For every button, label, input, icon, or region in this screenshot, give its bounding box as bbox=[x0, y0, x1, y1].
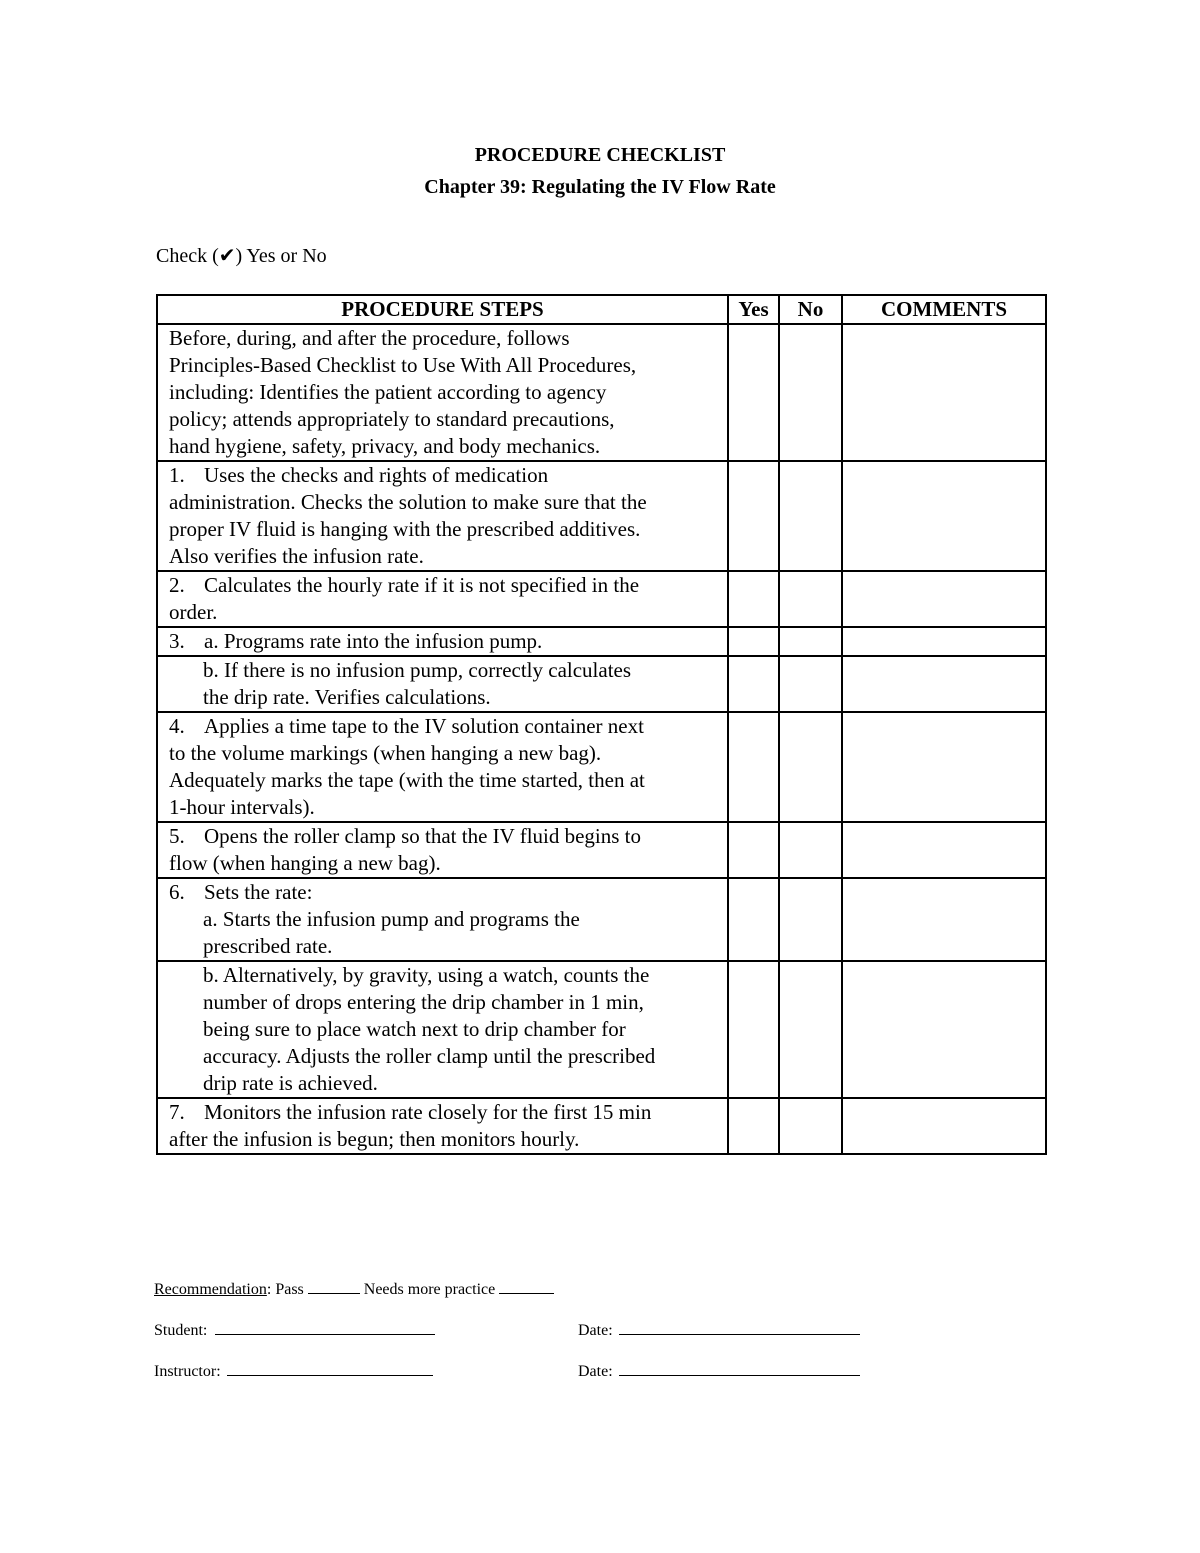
step-line bbox=[169, 1043, 723, 1070]
table-row bbox=[157, 712, 1046, 822]
step-text: Sets the rate: bbox=[204, 880, 313, 904]
step-number: 3. bbox=[169, 629, 185, 653]
step-line bbox=[169, 713, 723, 740]
step-line bbox=[169, 489, 723, 516]
instructor-date-label: Date: bbox=[578, 1363, 613, 1380]
table-row bbox=[157, 822, 1046, 878]
table-row bbox=[157, 878, 1046, 961]
step-text: including: Identifies the patient according to agency bbox=[169, 380, 607, 404]
step-text: hand hygiene, safety, privacy, and body mechanics. bbox=[169, 434, 601, 458]
needs-practice-blank[interactable] bbox=[499, 1281, 554, 1294]
step-text: drip rate is achieved. bbox=[203, 1071, 378, 1095]
needs-practice-label: Needs more practice bbox=[363, 1281, 496, 1298]
comments-cell[interactable] bbox=[842, 656, 1046, 712]
step-text: a. Programs rate into the infusion pump. bbox=[204, 629, 543, 653]
recommendation-label: Recommendation bbox=[154, 1281, 267, 1298]
instructor-blank[interactable] bbox=[227, 1363, 433, 1376]
comments-cell[interactable] bbox=[842, 712, 1046, 822]
no-checkbox-cell[interactable] bbox=[779, 571, 842, 627]
procedure-step-cell bbox=[157, 878, 728, 961]
no-checkbox-cell[interactable] bbox=[779, 961, 842, 1098]
no-checkbox-cell[interactable] bbox=[779, 1098, 842, 1154]
no-checkbox-cell[interactable] bbox=[779, 627, 842, 656]
step-text: Adequately marks the tape (with the time started, then at bbox=[169, 768, 645, 792]
step-line bbox=[169, 628, 723, 655]
no-checkbox-cell[interactable] bbox=[779, 656, 842, 712]
step-text: a. Starts the infusion pump and programs the bbox=[203, 907, 580, 931]
step-text: 1-hour intervals). bbox=[169, 795, 315, 819]
step-number: 2. bbox=[169, 573, 185, 597]
table-row bbox=[157, 627, 1046, 656]
step-number: 1. bbox=[169, 463, 185, 487]
step-text: the drip rate. Verifies calculations. bbox=[203, 685, 491, 709]
step-line bbox=[169, 657, 723, 684]
step-text: flow (when hanging a new bag). bbox=[169, 851, 441, 875]
step-text: order. bbox=[169, 600, 218, 624]
step-line bbox=[169, 516, 723, 543]
step-text: number of drops entering the drip chamber in 1 min, bbox=[203, 990, 644, 1014]
yes-checkbox-cell[interactable] bbox=[728, 961, 779, 1098]
step-line bbox=[169, 1070, 723, 1097]
header-no: No bbox=[779, 295, 842, 324]
check-instruction: Check (✔) Yes or No bbox=[156, 245, 327, 267]
yes-checkbox-cell[interactable] bbox=[728, 1098, 779, 1154]
step-text: Calculates the hourly rate if it is not specified in the bbox=[204, 573, 640, 597]
step-line bbox=[169, 933, 723, 960]
yes-checkbox-cell[interactable] bbox=[728, 878, 779, 961]
table-row bbox=[157, 571, 1046, 627]
comments-cell[interactable] bbox=[842, 878, 1046, 961]
yes-checkbox-cell[interactable] bbox=[728, 822, 779, 878]
step-text: Before, during, and after the procedure, follows bbox=[169, 326, 570, 350]
chapter-subtitle: Chapter 39: Regulating the IV Flow Rate bbox=[424, 176, 776, 198]
step-line bbox=[169, 406, 723, 433]
step-line bbox=[169, 379, 723, 406]
procedure-checklist-table bbox=[156, 294, 1047, 1155]
step-text: Applies a time tape to the IV solution container next bbox=[204, 714, 644, 738]
step-line bbox=[169, 767, 723, 794]
procedure-step-cell bbox=[157, 461, 728, 571]
student-date-line bbox=[578, 1322, 860, 1340]
procedure-step-cell bbox=[157, 1098, 728, 1154]
checklist-body bbox=[157, 324, 1046, 1154]
step-line bbox=[169, 879, 723, 906]
step-text: after the infusion is begun; then monitors hourly. bbox=[169, 1127, 580, 1151]
pass-label: Pass bbox=[275, 1281, 304, 1298]
step-text: being sure to place watch next to drip chamber for bbox=[203, 1017, 626, 1041]
student-date-label: Date: bbox=[578, 1322, 613, 1339]
procedure-step-cell bbox=[157, 656, 728, 712]
yes-checkbox-cell[interactable] bbox=[728, 461, 779, 571]
step-line bbox=[169, 433, 723, 460]
step-line bbox=[169, 1099, 723, 1126]
yes-checkbox-cell[interactable] bbox=[728, 656, 779, 712]
student-label: Student: bbox=[154, 1322, 208, 1339]
step-line bbox=[169, 906, 723, 933]
yes-checkbox-cell[interactable] bbox=[728, 324, 779, 461]
comments-cell[interactable] bbox=[842, 1098, 1046, 1154]
step-line bbox=[169, 1126, 723, 1153]
step-text: prescribed rate. bbox=[203, 934, 333, 958]
no-checkbox-cell[interactable] bbox=[779, 712, 842, 822]
step-line bbox=[169, 962, 723, 989]
no-checkbox-cell[interactable] bbox=[779, 461, 842, 571]
step-line bbox=[169, 794, 723, 821]
step-line bbox=[169, 740, 723, 767]
step-line bbox=[169, 1016, 723, 1043]
table-header-row bbox=[157, 295, 1046, 324]
step-line bbox=[169, 989, 723, 1016]
table-row bbox=[157, 324, 1046, 461]
step-line bbox=[169, 462, 723, 489]
step-number: 4. bbox=[169, 714, 185, 738]
table-row bbox=[157, 656, 1046, 712]
yes-checkbox-cell[interactable] bbox=[728, 571, 779, 627]
table-row bbox=[157, 461, 1046, 571]
student-blank[interactable] bbox=[215, 1322, 435, 1335]
step-text: Principles-Based Checklist to Use With All Procedures, bbox=[169, 353, 637, 377]
procedure-step-cell bbox=[157, 961, 728, 1098]
instructor-label: Instructor: bbox=[154, 1363, 221, 1380]
procedure-step-cell bbox=[157, 712, 728, 822]
step-line bbox=[169, 572, 723, 599]
table-row bbox=[157, 961, 1046, 1098]
student-date-blank[interactable] bbox=[619, 1322, 860, 1335]
comments-cell[interactable] bbox=[842, 324, 1046, 461]
step-line bbox=[169, 325, 723, 352]
step-line bbox=[169, 850, 723, 877]
step-number: 7. bbox=[169, 1100, 185, 1124]
instructor-date-blank[interactable] bbox=[619, 1363, 860, 1376]
step-text: administration. Checks the solution to make sure that the bbox=[169, 490, 647, 514]
page-title: PROCEDURE CHECKLIST bbox=[474, 144, 726, 166]
recommendation-colon: : bbox=[266, 1281, 272, 1298]
comments-cell[interactable] bbox=[842, 571, 1046, 627]
table-row bbox=[157, 1098, 1046, 1154]
comments-cell[interactable] bbox=[842, 461, 1046, 571]
step-line bbox=[169, 684, 723, 711]
step-text: b. Alternatively, by gravity, using a watch, counts the bbox=[203, 963, 650, 987]
no-checkbox-cell[interactable] bbox=[779, 324, 842, 461]
step-text: Uses the checks and rights of medication bbox=[204, 463, 549, 487]
comments-cell[interactable] bbox=[842, 822, 1046, 878]
header-yes: Yes bbox=[728, 295, 779, 324]
step-line bbox=[169, 352, 723, 379]
header-comments: COMMENTS bbox=[842, 295, 1046, 324]
procedure-step-cell bbox=[157, 324, 728, 461]
yes-checkbox-cell[interactable] bbox=[728, 627, 779, 656]
step-line bbox=[169, 823, 723, 850]
recommendation-line bbox=[154, 1281, 554, 1299]
procedure-step-cell bbox=[157, 822, 728, 878]
step-text: Opens the roller clamp so that the IV fluid begins to bbox=[204, 824, 642, 848]
step-text: accuracy. Adjusts the roller clamp until the prescribed bbox=[203, 1044, 656, 1068]
step-line bbox=[169, 543, 723, 570]
procedure-step-cell bbox=[157, 571, 728, 627]
step-text: proper IV fluid is hanging with the prescribed additives. bbox=[169, 517, 641, 541]
step-text: to the volume markings (when hanging a new bag). bbox=[169, 741, 602, 765]
student-line bbox=[154, 1322, 435, 1340]
comments-cell[interactable] bbox=[842, 961, 1046, 1098]
step-text: Also verifies the infusion rate. bbox=[169, 544, 424, 568]
step-number: 6. bbox=[169, 880, 185, 904]
procedure-step-cell bbox=[157, 627, 728, 656]
instructor-line bbox=[154, 1363, 433, 1381]
step-text: b. If there is no infusion pump, correctly calculates bbox=[203, 658, 632, 682]
yes-checkbox-cell[interactable] bbox=[728, 712, 779, 822]
step-text: Monitors the infusion rate closely for the first 15 min bbox=[204, 1100, 652, 1124]
step-line bbox=[169, 599, 723, 626]
comments-cell[interactable] bbox=[842, 627, 1046, 656]
no-checkbox-cell[interactable] bbox=[779, 878, 842, 961]
step-text: policy; attends appropriately to standard precautions, bbox=[169, 407, 615, 431]
header-procedure-steps: PROCEDURE STEPS bbox=[157, 295, 728, 324]
pass-blank[interactable] bbox=[308, 1281, 360, 1294]
step-number: 5. bbox=[169, 824, 185, 848]
no-checkbox-cell[interactable] bbox=[779, 822, 842, 878]
instructor-date-line bbox=[578, 1363, 860, 1381]
